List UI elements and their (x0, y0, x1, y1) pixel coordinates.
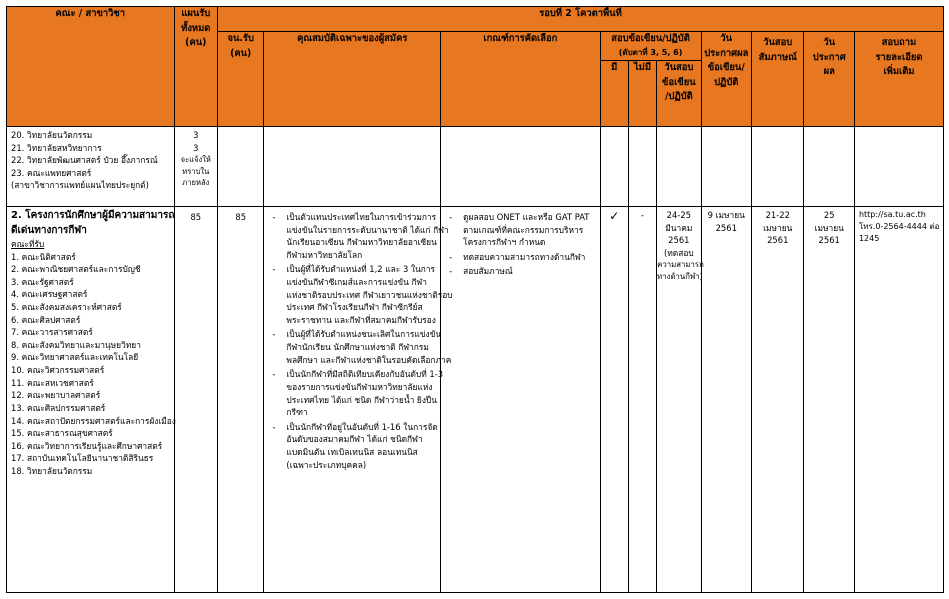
check-icon: ✓ (609, 209, 620, 223)
qualification-item-line: กีฬานักเรียน นักศึกษาแห่งชาติ กีฬากรม (286, 342, 429, 353)
qualification-item-line: แข่งขันในรายการระดับนานาชาติ ได้แก่ กีฬา (286, 224, 449, 235)
section-title: 2. โครงการนักศึกษาผู้มีความสามารถ (11, 210, 175, 221)
inquiry-link[interactable]: http://sa.tu.ac.th (858, 210, 926, 219)
qualification-item-line: แบดมินตัน เทเบิลเทนนิส ลอนเทนนิส (286, 446, 418, 457)
criteria-item-line: ตามเกณฑ์ที่คณะกรรมการบริหาร (463, 224, 584, 235)
faculty-list-item: 1. คณะนิติศาสตร์ (11, 251, 76, 262)
faculty-list-label: คณะที่รับ (11, 239, 45, 249)
exam-no-header: ไม่มี (628, 61, 656, 127)
qualification-item-line: ของรายการแข่งขันกีฬามหาวิทยาลัยแห่ง (286, 381, 433, 392)
qualification-item (272, 211, 449, 261)
qualification-item-line: - เป็นนักกีฬาที่มีสถิติเทียบเคียงกับอันดับที่ 1-3 (286, 369, 444, 380)
exam-date-cell: 24-25 มีนาคม 2561 (ทดสอบ ความสามารถ ทางด้านกีฬา) (657, 207, 701, 593)
criteria-item-line: - ทดสอบความสามารถทางด้านกีฬา (463, 251, 586, 262)
exam-date-header: วันสอบ ข้อเขียน /ปฏิบัติ (657, 61, 701, 127)
interview-header: วันสอบ สัมภาษณ์ (752, 32, 804, 127)
faculty-list-item: 5. คณะสังคมสงเคราะห์ศาสตร์ (11, 302, 122, 313)
qualification-item-line: - เป็นนักกีฬาที่อยู่ในอันดับที่ 1-16 ในการจัด (286, 421, 438, 432)
qualification-item-line: (เฉพาะประเภทบุคคล) (286, 459, 367, 470)
qualification-item-line: แห่งชาติรอบประเทศ กีฬาเยาวชนแห่งชาติรอบ (286, 289, 453, 300)
admission-table (6, 6, 944, 593)
criteria-header: เกณฑ์การคัดเลือก (441, 32, 601, 127)
exam-header: สอบข้อเขียน/ปฏิบัติ (ดับตาที่ 3, 5, 6) (600, 32, 701, 61)
qualification-item (272, 328, 452, 366)
qualification-item-line: - เป็นผู้ที่ได้รับตำแหน่งชนะเลิศในการแข่งขัน (286, 329, 442, 340)
qualification-cell (264, 207, 453, 593)
qualification-list (264, 207, 453, 471)
section-title: ดีเด่นทางการกีฬา (11, 224, 87, 236)
qualification-item (272, 368, 444, 418)
list-item: 21. วิทยาลัยสหวิทยาการ (11, 142, 102, 153)
plan-cell: 3 3 จะแจ้งให้ ทราบใน ภายหลัง (174, 127, 217, 207)
round-header: รอบที่ 2 โควตาพื้นที่ (217, 7, 943, 32)
inquiry-header: สอบถาม รายละเอียด เพิ่มเติม (854, 32, 943, 127)
admission-table-sheet (6, 6, 944, 594)
qualification-item-line: กรีฑา (286, 407, 308, 418)
qualification-item-line: อันดับของสมาคมกีฬา ได้แก่ ชนิดกีฬา (286, 434, 423, 445)
recv-cell: 85 (217, 207, 263, 593)
faculty-list-item: 10. คณะวิศวกรรมศาสตร์ (11, 365, 105, 376)
exam-yes-cell (600, 207, 628, 593)
sports-program-cell (7, 207, 175, 593)
list-item: 23. คณะแพทยศาสตร์ (11, 167, 92, 178)
announce-cell: 25 เมษายน 2561 (804, 207, 854, 593)
faculty-list-item: 16. คณะวิทยาการเรียนรู้และศึกษาศาสตร์ (11, 440, 163, 451)
criteria-list (441, 207, 600, 278)
qualification-item-line: นักเรียนอาเซียน กีฬามหาวิทยาลัยอาเซียน (286, 237, 437, 248)
qualification-item-line: - เป็นผู้ที่ได้รับตำแหน่งที่ 1,2 และ 3 ในการ (286, 264, 436, 275)
plan-header: แผนรับ ทั้งหมด (คน) (174, 7, 217, 127)
list-item: 22. วิทยาลัยพัฒนศาสตร์ ป๋วย อึ๊งภากรณ์ (11, 155, 158, 166)
qualification-item-line: พลศึกษา และกีฬาแห่งชาติในรอบคัดเลือกภาค (286, 354, 452, 365)
faculty-list-item: 13. คณะศิลปกรรมศาสตร์ (11, 402, 106, 413)
qualification-item-line: ประเทศไทย ได้แก่ ชนิด กีฬาว่ายน้ำ ยิงปืน (286, 394, 437, 405)
recv-header: จน.รับ (คน) (217, 32, 263, 127)
faculty-list-item: 14. คณะสถาปัตยกรรมศาสตร์และการผังเมือง (11, 415, 176, 426)
qualification-item-line: - เป็นตัวแทนประเทศไทยในการเข้าร่วมการ (286, 212, 437, 222)
inquiry-phone: โทร.0-2564-4444 ต่อ (858, 222, 940, 231)
faculty-list-item: 9. คณะวิทยาศาสตร์และเทคโนโลยี (11, 352, 139, 363)
criteria-item (449, 251, 598, 264)
interview-cell: 21-22 เมษายน 2561 (752, 207, 804, 593)
qualification-header: คุณสมบัติเฉพาะของผู้สมัคร (264, 32, 441, 127)
plan-cell: 85 (174, 207, 217, 593)
qualification-item-line: ประเทศ กีฬาโรงเรียนกีฬา กีฬาซีกรีย์ส (286, 302, 423, 313)
faculty-list-item: 6. คณะศิลปศาสตร์ (11, 314, 81, 325)
faculty-list-item: 2. คณะพาณิชยศาสตร์และการบัญชี (11, 264, 141, 275)
inquiry-extension: 1245 (858, 234, 880, 243)
program-list-cell (7, 127, 175, 207)
faculty-list-item: 15. คณะสาธารณสุขศาสตร์ (11, 428, 113, 439)
faculty-list-item: 8. คณะสังคมวิทยาและมานุษยวิทยา (11, 339, 141, 350)
announce-written-header: วัน ประกาศผล ข้อเขียน/ ปฏิบัติ (701, 32, 751, 127)
qualification-item-line: แข่งขันกีฬาซีเกมส์และการแข่งขัน กีฬา (286, 277, 427, 288)
announce-written-cell: 9 เมษายน 2561 (701, 207, 751, 593)
qualification-item (272, 263, 453, 326)
announce-header: วัน ประกาศ ผล (804, 32, 854, 127)
faculty-list-item: 11. คณะสหเวชศาสตร์ (11, 377, 94, 388)
criteria-item (449, 265, 598, 278)
qualification-item-line: กีฬามหาวิทยาลัยโลก (286, 249, 363, 260)
criteria-item-line: - ดูผลสอบ ONET และหรือ GAT PAT (463, 212, 590, 222)
criteria-item (449, 211, 598, 249)
criteria-item-line: โครงการกีฬาฯ กำหนด (463, 237, 546, 248)
faculty-list-item: 12. คณะพยาบาลศาสตร์ (11, 390, 101, 401)
exam-no-cell: - (628, 207, 656, 593)
criteria-cell (441, 207, 601, 593)
list-item: 20. วิทยาลัยนวัตกรรม (11, 130, 93, 140)
criteria-item-line: - สอบสัมภาษณ์ (463, 266, 513, 277)
qualification-item-line: พระราชทาน และกีฬาที่สมาคมกีฬารับรอง (286, 314, 436, 325)
exam-yes-header: มี (600, 61, 628, 127)
table-row (7, 127, 944, 207)
faculty-list-item: 7. คณะวารสารศาสตร์ (11, 327, 93, 338)
faculty-list (11, 251, 176, 478)
faculty-list-item: 4. คณะเศรษฐศาสตร์ (11, 289, 88, 300)
faculty-list-item: 3. คณะรัฐศาสตร์ (11, 276, 74, 287)
faculty-header: คณะ / สาขาวิชา (7, 7, 175, 127)
faculty-list-item: 17. สถาบันเทคโนโลยีนานาชาติสิรินธร (11, 453, 154, 464)
list-item: (สาขาวิชาการแพทย์แผนไทยประยุกต์) (11, 180, 149, 191)
qualification-item (272, 421, 438, 471)
inquiry-cell (854, 207, 943, 593)
faculty-list-item: 18. วิทยาลัยนวัตกรรม (11, 465, 93, 476)
table-row (7, 207, 944, 593)
